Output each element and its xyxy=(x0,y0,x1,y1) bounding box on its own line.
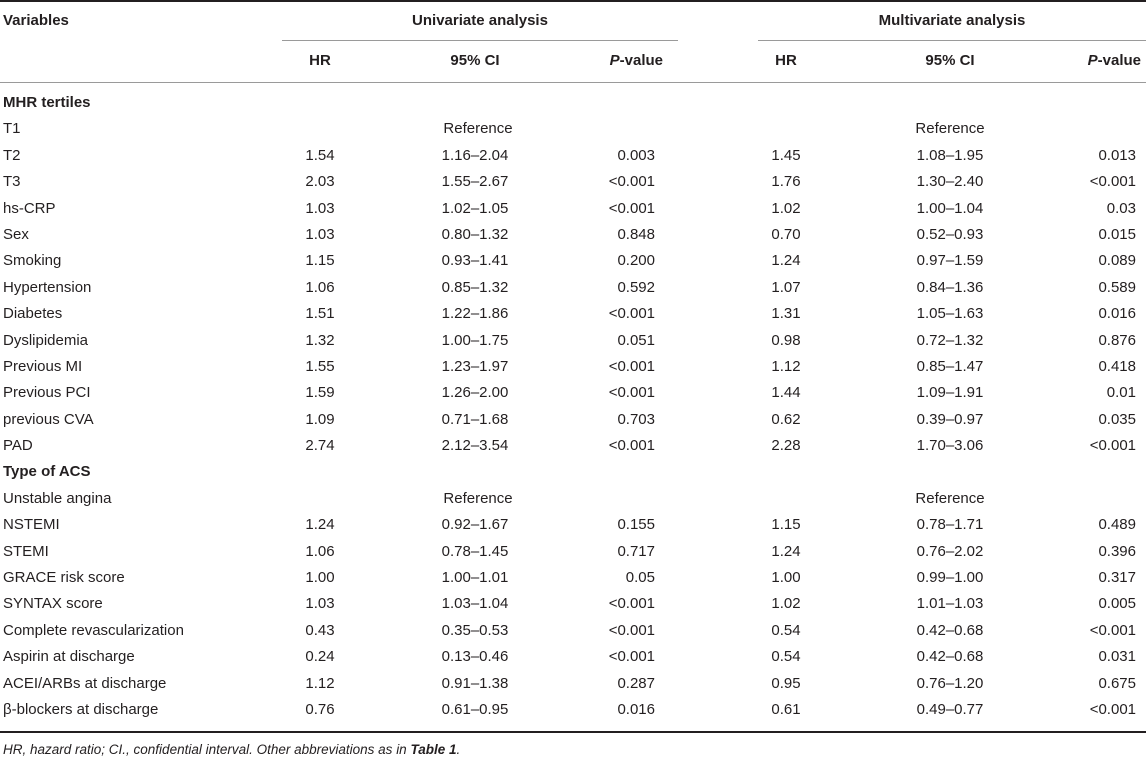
multi-ci-cell: 1.30–2.40 xyxy=(916,173,984,191)
table-row xyxy=(0,433,1146,459)
uni-hr-cell: 1.32 xyxy=(305,331,335,349)
p-rest: -value xyxy=(619,52,663,69)
table-row xyxy=(0,486,1146,512)
table-row xyxy=(0,116,1146,142)
multi-ci-cell: 0.78–1.71 xyxy=(916,516,984,534)
table-row xyxy=(0,169,1146,195)
uni-ci-cell: 0.93–1.41 xyxy=(441,252,509,270)
variable-label: β-blockers at discharge xyxy=(3,700,159,718)
footnote-text: HR, hazard ratio; CI., confidential interval. Other abbreviations as in xyxy=(3,742,411,757)
multi-p-cell: <0.001 xyxy=(1089,173,1136,191)
uni-ci-cell: 0.92–1.67 xyxy=(441,516,509,534)
uni-reference-cell: Reference xyxy=(443,489,513,507)
header-uni-p xyxy=(560,52,663,69)
uni-hr-cell: 1.09 xyxy=(305,410,335,428)
uni-ci-cell: 0.78–1.45 xyxy=(441,542,509,560)
variable-label: Sex xyxy=(3,225,29,243)
section-header-row xyxy=(0,459,1146,485)
table-row xyxy=(0,380,1146,406)
uni-ci-cell: 0.13–0.46 xyxy=(441,648,509,666)
uni-hr-cell: 1.51 xyxy=(305,305,335,323)
multi-p-cell: <0.001 xyxy=(1089,700,1136,718)
multi-p-cell: 0.418 xyxy=(1098,357,1136,375)
uni-hr-cell: 2.03 xyxy=(305,173,335,191)
variable-label: ACEI/ARBs at discharge xyxy=(3,674,167,692)
uni-p-cell: 0.200 xyxy=(617,252,655,270)
multi-p-cell: 0.031 xyxy=(1098,648,1136,666)
multi-ci-cell: 0.49–0.77 xyxy=(916,700,984,718)
uni-p-cell: <0.001 xyxy=(608,173,655,191)
multi-hr-cell: 1.76 xyxy=(771,173,801,191)
uni-p-cell: 0.05 xyxy=(625,569,655,587)
multi-hr-cell: 1.00 xyxy=(771,569,801,587)
uni-ci-cell: 0.80–1.32 xyxy=(441,225,509,243)
table-row xyxy=(0,301,1146,327)
header-variables: Variables xyxy=(3,12,69,29)
multi-hr-cell: 0.95 xyxy=(771,674,801,692)
variable-label: PAD xyxy=(3,437,33,455)
uni-hr-cell: 1.03 xyxy=(305,199,335,217)
uni-p-cell: 0.016 xyxy=(617,700,655,718)
multi-p-cell: 0.035 xyxy=(1098,410,1136,428)
multi-p-cell: 0.01 xyxy=(1106,384,1136,402)
multi-ci-cell: 0.52–0.93 xyxy=(916,225,984,243)
p-italic: P xyxy=(1087,52,1098,69)
section-label: Type of ACS xyxy=(3,463,91,481)
multi-hr-cell: 1.07 xyxy=(771,278,801,296)
variable-label: T1 xyxy=(3,120,21,138)
variable-label: GRACE risk score xyxy=(3,569,125,587)
uni-ci-cell: 0.71–1.68 xyxy=(441,410,509,428)
header-multi-hr: HR xyxy=(775,52,797,69)
multi-ci-cell: 0.42–0.68 xyxy=(916,621,984,639)
multi-p-cell: 0.396 xyxy=(1098,542,1136,560)
uni-hr-cell: 1.59 xyxy=(305,384,335,402)
multi-p-cell: 0.317 xyxy=(1098,569,1136,587)
uni-ci-cell: 1.00–1.75 xyxy=(441,331,509,349)
table-row xyxy=(0,143,1146,169)
multi-hr-cell: 0.62 xyxy=(771,410,801,428)
table-row xyxy=(0,354,1146,380)
uni-p-cell: 0.703 xyxy=(617,410,655,428)
variable-label: Aspirin at discharge xyxy=(3,648,135,666)
uni-p-cell: 0.592 xyxy=(617,278,655,296)
table-row xyxy=(0,328,1146,354)
multi-hr-cell: 1.02 xyxy=(771,595,801,613)
variable-label: Complete revascularization xyxy=(3,621,184,639)
multi-p-cell: <0.001 xyxy=(1089,437,1136,455)
uni-reference-cell: Reference xyxy=(443,120,513,138)
multi-hr-cell: 0.54 xyxy=(771,648,801,666)
table-row xyxy=(0,618,1146,644)
table-row xyxy=(0,407,1146,433)
table-row xyxy=(0,275,1146,301)
uni-p-cell: <0.001 xyxy=(608,305,655,323)
section-header-row xyxy=(0,90,1146,116)
multi-hr-cell: 1.12 xyxy=(771,357,801,375)
p-rest: -value xyxy=(1097,52,1141,69)
uni-ci-cell: 2.12–3.54 xyxy=(441,437,509,455)
multi-p-cell: 0.016 xyxy=(1098,305,1136,323)
table-row xyxy=(0,222,1146,248)
uni-hr-cell: 1.03 xyxy=(305,595,335,613)
uni-ci-cell: 0.91–1.38 xyxy=(441,674,509,692)
multi-ci-cell: 0.84–1.36 xyxy=(916,278,984,296)
variable-label: T3 xyxy=(3,173,21,191)
table-footnote xyxy=(3,742,460,757)
multi-p-cell: <0.001 xyxy=(1089,621,1136,639)
uni-p-cell: <0.001 xyxy=(608,357,655,375)
uni-ci-cell: 0.61–0.95 xyxy=(441,700,509,718)
uni-hr-cell: 1.06 xyxy=(305,278,335,296)
multi-p-cell: 0.013 xyxy=(1098,146,1136,164)
header-multivariate: Multivariate analysis xyxy=(878,12,1026,29)
uni-ci-cell: 1.55–2.67 xyxy=(441,173,509,191)
section-label: MHR tertiles xyxy=(3,94,91,111)
multi-ci-cell: 0.72–1.32 xyxy=(916,331,984,349)
uni-ci-cell: 0.85–1.32 xyxy=(441,278,509,296)
multi-ci-cell: 0.42–0.68 xyxy=(916,648,984,666)
bottom-rule xyxy=(0,731,1146,733)
multi-p-cell: 0.589 xyxy=(1098,278,1136,296)
header-multi-p xyxy=(1040,52,1141,69)
multi-ci-cell: 1.70–3.06 xyxy=(916,437,984,455)
multivariate-underline xyxy=(758,40,1146,41)
uni-p-cell: <0.001 xyxy=(608,595,655,613)
table-row xyxy=(0,196,1146,222)
table-row xyxy=(0,512,1146,538)
multi-ci-cell: 0.76–2.02 xyxy=(916,542,984,560)
uni-hr-cell: 1.24 xyxy=(305,516,335,534)
header-multi-ci: 95% CI xyxy=(925,52,975,69)
multi-hr-cell: 0.61 xyxy=(771,700,801,718)
variable-label: Previous MI xyxy=(3,357,83,375)
variable-label: Dyslipidemia xyxy=(3,331,89,349)
uni-hr-cell: 1.15 xyxy=(305,252,335,270)
multi-ci-cell: 1.09–1.91 xyxy=(916,384,984,402)
uni-ci-cell: 1.03–1.04 xyxy=(441,595,509,613)
footnote-end: . xyxy=(456,742,461,757)
uni-p-cell: 0.155 xyxy=(617,516,655,534)
uni-ci-cell: 1.26–2.00 xyxy=(441,384,509,402)
variable-label: T2 xyxy=(3,146,21,164)
variable-label: previous CVA xyxy=(3,410,94,428)
table-row xyxy=(0,565,1146,591)
variable-label: Unstable angina xyxy=(3,489,112,507)
multi-reference-cell: Reference xyxy=(915,489,985,507)
p-italic: P xyxy=(609,52,620,69)
header-uni-ci: 95% CI xyxy=(450,52,500,69)
uni-p-cell: <0.001 xyxy=(608,384,655,402)
multi-hr-cell: 2.28 xyxy=(771,437,801,455)
table-row xyxy=(0,671,1146,697)
uni-ci-cell: 1.00–1.01 xyxy=(441,569,509,587)
multi-p-cell: 0.005 xyxy=(1098,595,1136,613)
table-row xyxy=(0,644,1146,670)
uni-hr-cell: 1.55 xyxy=(305,357,335,375)
multi-hr-cell: 1.24 xyxy=(771,542,801,560)
uni-p-cell: <0.001 xyxy=(608,648,655,666)
multi-ci-cell: 1.00–1.04 xyxy=(916,199,984,217)
uni-hr-cell: 0.24 xyxy=(305,648,335,666)
uni-ci-cell: 0.35–0.53 xyxy=(441,621,509,639)
multi-hr-cell: 0.98 xyxy=(771,331,801,349)
multi-reference-cell: Reference xyxy=(915,120,985,138)
multi-ci-cell: 0.97–1.59 xyxy=(916,252,984,270)
uni-ci-cell: 1.16–2.04 xyxy=(441,146,509,164)
uni-p-cell: 0.003 xyxy=(617,146,655,164)
uni-ci-cell: 1.22–1.86 xyxy=(441,305,509,323)
multi-hr-cell: 1.45 xyxy=(771,146,801,164)
variable-label: STEMI xyxy=(3,542,49,560)
multi-p-cell: 0.089 xyxy=(1098,252,1136,270)
table-row xyxy=(0,539,1146,565)
multi-ci-cell: 0.99–1.00 xyxy=(916,569,984,587)
multi-hr-cell: 1.44 xyxy=(771,384,801,402)
multi-p-cell: 0.015 xyxy=(1098,225,1136,243)
multi-ci-cell: 1.05–1.63 xyxy=(916,305,984,323)
multi-hr-cell: 1.24 xyxy=(771,252,801,270)
uni-hr-cell: 1.12 xyxy=(305,674,335,692)
multi-ci-cell: 1.01–1.03 xyxy=(916,595,984,613)
uni-p-cell: <0.001 xyxy=(608,437,655,455)
table-body xyxy=(0,90,1146,723)
multi-ci-cell: 1.08–1.95 xyxy=(916,146,984,164)
uni-ci-cell: 1.23–1.97 xyxy=(441,357,509,375)
uni-p-cell: 0.717 xyxy=(617,542,655,560)
multi-p-cell: 0.675 xyxy=(1098,674,1136,692)
uni-hr-cell: 1.03 xyxy=(305,225,335,243)
variable-label: Diabetes xyxy=(3,305,63,323)
multi-ci-cell: 0.76–1.20 xyxy=(916,674,984,692)
header-uni-hr: HR xyxy=(309,52,331,69)
uni-hr-cell: 1.00 xyxy=(305,569,335,587)
variable-label: Smoking xyxy=(3,252,62,270)
multi-hr-cell: 0.54 xyxy=(771,621,801,639)
multi-hr-cell: 1.31 xyxy=(771,305,801,323)
uni-p-cell: 0.051 xyxy=(617,331,655,349)
uni-p-cell: 0.848 xyxy=(617,225,655,243)
multi-hr-cell: 1.02 xyxy=(771,199,801,217)
multi-ci-cell: 0.39–0.97 xyxy=(916,410,984,428)
uni-hr-cell: 1.54 xyxy=(305,146,335,164)
table-row xyxy=(0,697,1146,723)
univariate-underline xyxy=(282,40,678,41)
uni-p-cell: <0.001 xyxy=(608,199,655,217)
header-rule xyxy=(0,82,1146,83)
uni-p-cell: 0.287 xyxy=(617,674,655,692)
uni-ci-cell: 1.02–1.05 xyxy=(441,199,509,217)
variable-label: NSTEMI xyxy=(3,516,60,534)
table-row xyxy=(0,248,1146,274)
variable-label: Hypertension xyxy=(3,278,92,296)
variable-label: Previous PCI xyxy=(3,384,91,402)
variable-label: SYNTAX score xyxy=(3,595,103,613)
uni-hr-cell: 2.74 xyxy=(305,437,335,455)
multi-hr-cell: 0.70 xyxy=(771,225,801,243)
uni-hr-cell: 0.43 xyxy=(305,621,335,639)
uni-p-cell: <0.001 xyxy=(608,621,655,639)
top-rule xyxy=(0,0,1146,2)
uni-hr-cell: 0.76 xyxy=(305,700,335,718)
multi-hr-cell: 1.15 xyxy=(771,516,801,534)
multi-ci-cell: 0.85–1.47 xyxy=(916,357,984,375)
table-row xyxy=(0,591,1146,617)
multi-p-cell: 0.03 xyxy=(1106,199,1136,217)
footnote-table-ref: Table 1 xyxy=(410,742,457,757)
multi-p-cell: 0.489 xyxy=(1098,516,1136,534)
variable-label: hs-CRP xyxy=(3,199,56,217)
multi-p-cell: 0.876 xyxy=(1098,331,1136,349)
header-univariate: Univariate analysis xyxy=(412,12,548,29)
uni-hr-cell: 1.06 xyxy=(305,542,335,560)
